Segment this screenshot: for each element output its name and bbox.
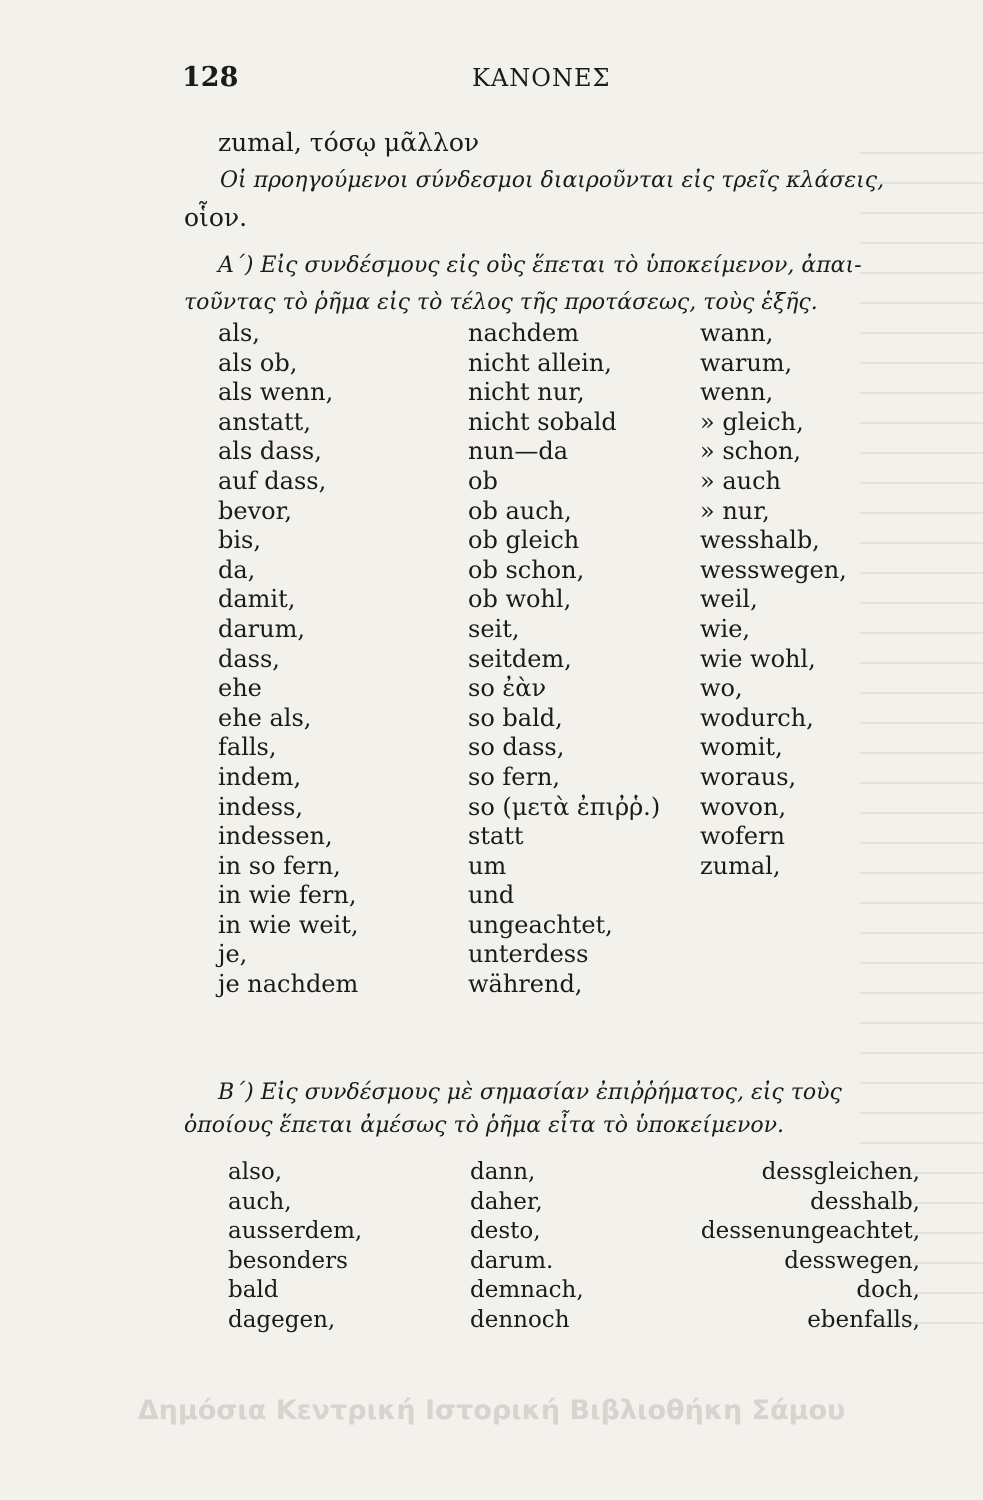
conjunction-word: bevor, bbox=[218, 496, 293, 525]
conjunction-word: ausserdem, bbox=[228, 1218, 363, 1244]
conjunction-word: also, bbox=[228, 1159, 283, 1185]
conjunction-word: in wie weit, bbox=[218, 910, 359, 939]
conjunction-word: woraus, bbox=[700, 762, 797, 791]
conjunction-word: so (μετὰ ἐπιῤῥ.) bbox=[468, 792, 661, 821]
section-b-heading-2: ὁποίους ἕπεται ἀμέσως τὸ ῥῆμα εἶτα τὸ ὑποκείμενον. bbox=[184, 1113, 785, 1138]
intro-line-3: οἷον. bbox=[184, 203, 248, 232]
conjunction-word: und bbox=[468, 881, 515, 910]
conjunction-word: als wenn, bbox=[218, 378, 334, 407]
conjunction-word: ob gleich bbox=[468, 526, 580, 555]
section-a-column-2 bbox=[468, 319, 728, 1000]
conjunction-word: wie wohl, bbox=[700, 644, 816, 673]
conjunction-word: seit, bbox=[468, 614, 520, 643]
conjunction-word: ob wohl, bbox=[468, 585, 572, 614]
conjunction-word: in so fern, bbox=[218, 851, 341, 880]
conjunction-word: womit, bbox=[700, 733, 783, 762]
section-a-heading-1: Α΄) Εἰς συνδέσμους εἰς οὓς ἕπεται τὸ ὑποκείμενον, ἀπαι- bbox=[218, 253, 862, 278]
conjunction-word: desshalb, bbox=[810, 1188, 920, 1215]
conjunction-word: wofern bbox=[700, 822, 786, 851]
conjunction-word: bis, bbox=[218, 526, 261, 555]
conjunction-word: wo, bbox=[700, 674, 743, 703]
conjunction-word: je nachdem bbox=[218, 970, 359, 999]
conjunction-word: wie, bbox=[700, 614, 751, 643]
intro-line-2: Οἱ προηγούμενοι σύνδεσμοι διαιροῦνται εἰς τρεῖς κλάσεις, bbox=[220, 168, 885, 193]
conjunction-word: nun—da bbox=[468, 437, 569, 466]
conjunction-word: indess, bbox=[218, 792, 303, 821]
section-a-column-3 bbox=[700, 319, 900, 881]
conjunction-word: um bbox=[468, 851, 507, 880]
conjunction-word: als ob, bbox=[218, 348, 298, 377]
conjunction-word: dass, bbox=[218, 644, 280, 673]
conjunction-word: » nur, bbox=[700, 496, 770, 525]
conjunction-word: wann, bbox=[700, 319, 774, 347]
conjunction-word: je, bbox=[218, 940, 248, 969]
intro-line-1: zumal, τόσῳ μᾶλλον bbox=[218, 128, 480, 157]
conjunction-word: so ἐὰν bbox=[468, 674, 547, 703]
conjunction-word: ob auch, bbox=[468, 496, 572, 525]
section-b-heading-1: Β΄) Εἰς συνδέσμους μὲ σημασίαν ἐπιῤῥήματος, εἰς τοὺς bbox=[218, 1080, 842, 1105]
conjunction-word: nicht allein, bbox=[468, 348, 612, 377]
conjunction-word: nachdem bbox=[468, 319, 579, 347]
conjunction-word: desto, bbox=[470, 1218, 541, 1244]
conjunction-word: ebenfalls, bbox=[807, 1306, 920, 1333]
conjunction-word: nicht nur, bbox=[468, 378, 585, 407]
conjunction-word: wenn, bbox=[700, 378, 774, 407]
conjunction-word: dessenungeachtet, bbox=[700, 1218, 920, 1244]
conjunction-word: daher, bbox=[470, 1188, 543, 1215]
conjunction-word: zumal, bbox=[700, 851, 781, 880]
conjunction-word: weil, bbox=[700, 585, 758, 614]
conjunction-word: » schon, bbox=[700, 437, 802, 466]
conjunction-word: als, bbox=[218, 319, 260, 347]
conjunction-word: wesshalb, bbox=[700, 526, 820, 555]
conjunction-word: darum. bbox=[470, 1247, 554, 1274]
conjunction-word: indessen, bbox=[218, 822, 333, 851]
conjunction-word: ungeachtet, bbox=[468, 910, 613, 939]
library-watermark: Δημόσια Κεντρική Ιστορική Βιβλιοθήκη Σάμου bbox=[137, 1395, 846, 1426]
section-a-heading-2: τοῦντας τὸ ῥῆμα εἰς τὸ τέλος τῆς προτάσεως, τοὺς ἑξῆς. bbox=[184, 290, 818, 315]
conjunction-word: auch, bbox=[228, 1188, 292, 1215]
conjunction-word: dann, bbox=[470, 1159, 536, 1185]
conjunction-word: auf dass, bbox=[218, 466, 327, 495]
conjunction-word: ob schon, bbox=[468, 555, 585, 584]
conjunction-word: so dass, bbox=[468, 733, 565, 762]
conjunction-word: dessgleichen, bbox=[761, 1159, 920, 1185]
section-b-column-3 bbox=[640, 1158, 920, 1335]
conjunction-word: darum, bbox=[218, 614, 305, 643]
conjunction-word: als dass, bbox=[218, 437, 322, 466]
conjunction-word: wovon, bbox=[700, 792, 787, 821]
conjunction-word: ehe als, bbox=[218, 703, 312, 732]
conjunction-word: desswegen, bbox=[784, 1247, 920, 1274]
conjunction-word: unterdess bbox=[468, 940, 589, 969]
conjunction-word: warum, bbox=[700, 348, 793, 377]
conjunction-word: besonders bbox=[228, 1247, 348, 1274]
conjunction-word: so bald, bbox=[468, 703, 563, 732]
conjunction-word: wesswegen, bbox=[700, 555, 847, 584]
conjunction-word: wodurch, bbox=[700, 703, 814, 732]
conjunction-word: anstatt, bbox=[218, 407, 311, 436]
running-title: ΚΑΝΟΝΕΣ bbox=[472, 64, 611, 92]
section-a-column-1 bbox=[218, 319, 478, 1000]
conjunction-word: da, bbox=[218, 555, 256, 584]
conjunction-word: indem, bbox=[218, 762, 302, 791]
conjunction-word: demnach, bbox=[470, 1277, 584, 1303]
section-b-column-1 bbox=[228, 1158, 488, 1335]
conjunction-word: ob bbox=[468, 466, 498, 495]
conjunction-word: seitdem, bbox=[468, 644, 572, 673]
conjunction-word: damit, bbox=[218, 585, 296, 614]
conjunction-word: dagegen, bbox=[228, 1306, 336, 1333]
conjunction-word: statt bbox=[468, 822, 524, 851]
conjunction-word: bald bbox=[228, 1277, 279, 1303]
conjunction-word: falls, bbox=[218, 733, 277, 762]
conjunction-word: während, bbox=[468, 970, 583, 999]
conjunction-word: ehe bbox=[218, 674, 262, 703]
conjunction-word: in wie fern, bbox=[218, 881, 357, 910]
conjunction-word: nicht sobald bbox=[468, 407, 617, 436]
conjunction-word: » auch bbox=[700, 466, 781, 495]
conjunction-word: so fern, bbox=[468, 762, 561, 791]
conjunction-word: dennoch bbox=[470, 1306, 570, 1333]
page-header bbox=[182, 62, 863, 102]
conjunction-word: doch, bbox=[856, 1277, 920, 1303]
page-number: 128 bbox=[182, 62, 239, 93]
conjunction-word: » gleich, bbox=[700, 407, 804, 436]
